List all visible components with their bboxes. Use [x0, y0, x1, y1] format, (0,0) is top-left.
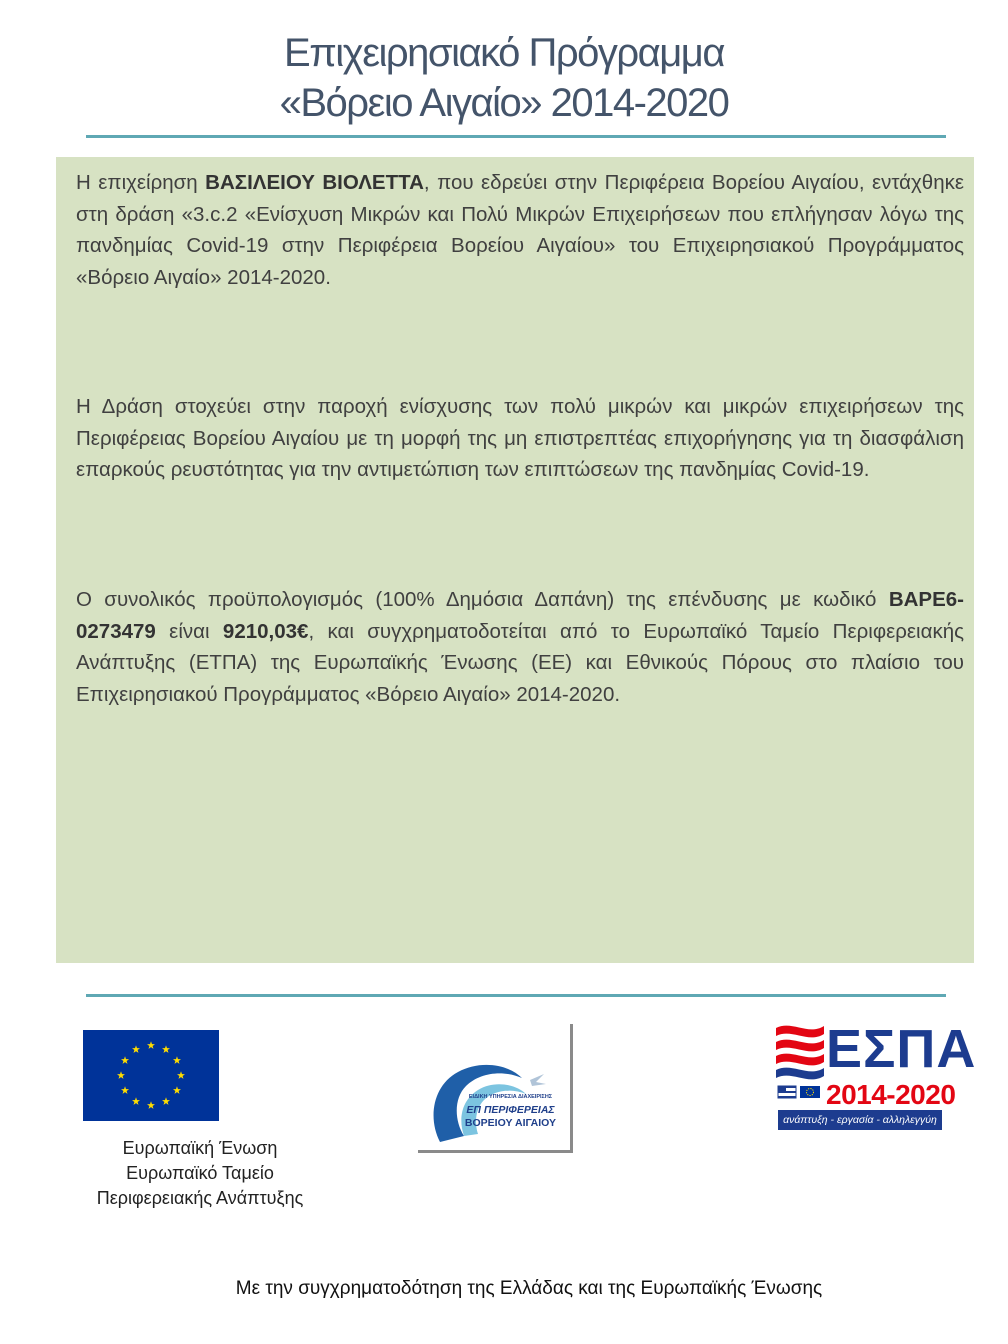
project-code: ΒΑΡΕ6-0273479 — [76, 588, 964, 643]
eu-caption — [50, 1136, 350, 1211]
eu-star-icon — [177, 1071, 185, 1079]
region-logo — [418, 1024, 573, 1153]
p3-text-end: , και συγχρηματοδοτείται από το Ευρωπαϊκό Ταμείο Περιφερειακής Ανάπτυξης (ΕΤΠΑ) της Ευρωπαϊκής Ένωσης (ΕΕ) και Εθνικούς Πόρους στο πλαίσιο του Επιχειρησιακού Προγράμματος «Βόρειο Αιγαίο» 2014-2020. — [76, 619, 964, 706]
eu-caption-line-1: Ευρωπαϊκή Ένωση — [122, 1138, 278, 1158]
content-panel — [56, 157, 974, 963]
eu-star-icon — [132, 1045, 140, 1053]
eu-star-icon — [117, 1071, 125, 1079]
title-line-1: Επιχειρησιακό Πρόγραμμα — [284, 31, 724, 75]
espa-years: 2014-2020 — [826, 1079, 956, 1110]
budget-amount: 9210,03€ — [222, 619, 309, 643]
eu-star-icon — [147, 1041, 155, 1049]
eu-stars — [83, 1030, 219, 1121]
eu-star-icon — [132, 1097, 140, 1105]
p3-text-mid: είναι — [155, 619, 223, 643]
footer-text: Με την συγχρηματοδότηση της Ελλάδας και της Ευρωπαϊκής Ένωσης — [235, 1278, 823, 1299]
top-divider — [86, 135, 946, 138]
region-line-1: ΕΠ ΠΕΡΙΦΕΡΕΙΑΣ — [466, 1104, 555, 1116]
eu-flag-icon — [83, 1030, 219, 1121]
company-name: ΒΑΣΙΛΕΙΟΥ ΒΙΟΛΕΤΤΑ — [205, 171, 424, 194]
page-title — [0, 28, 1008, 128]
region-line-2: ΒΟΡΕΙΟΥ ΑΙΓΑΙΟΥ — [464, 1117, 557, 1129]
eu-star-icon — [173, 1056, 181, 1064]
espa-wordmark: ΕΣΠΑ — [826, 1019, 977, 1079]
paragraph-1 — [76, 167, 964, 293]
p1-text-start: Η επιχείρηση — [76, 171, 206, 194]
wave-bird-icon — [418, 1024, 570, 1150]
paragraph-3 — [76, 584, 964, 710]
bottom-divider — [86, 994, 946, 997]
espa-tagline: ανάπτυξη - εργασία - αλληλεγγύη — [778, 1110, 942, 1130]
title-line-2: «Βόρειο Αιγαίο» 2014-2020 — [279, 81, 729, 125]
eu-caption-line-3: Περιφερειακής Ανάπτυξης — [96, 1188, 304, 1208]
eu-star-icon — [173, 1086, 181, 1094]
paragraph-2: Η Δράση στοχεύει στην παροχή ενίσχυσης των πολύ μικρών και μικρών επιχειρήσεων της Περιφέρειας Βορείου Αιγαίου με τη μορφή της μη επιστρεπτέας επιχορήγησης για τη διασφάλιση επαρκούς ρευστότητας για την αντιμετώπιση των επιπτώσεων της πανδημίας Covid-19. — [76, 395, 964, 481]
eu-star-icon — [162, 1045, 170, 1053]
eu-star-icon — [121, 1056, 129, 1064]
eu-caption-line-2: Ευρωπαϊκό Ταμείο — [126, 1163, 274, 1183]
eu-star-icon — [121, 1086, 129, 1094]
eu-star-icon — [162, 1097, 170, 1105]
espa-waves-icon — [772, 1018, 826, 1110]
eu-star-icon — [147, 1101, 155, 1109]
region-small-text: ΕΙΔΙΚΗ ΥΠΗΡΕΣΙΑ ΔΙΑΧΕΙΡΙΣΗΣ — [468, 1094, 553, 1100]
p1-text-end: , που εδρεύει στην Περιφέρεια Βορείου Αιγαίου, εντάχθηκε στη δράση «3.c.2 «Ενίσχυση Μικρών και Πολύ Μικρών Επιχειρήσεων που επλήγησαν λόγω της πανδημίας Covid-19 στην Περιφέρεια Βορείου Αιγαίου» του Επιχειρησιακού Προγράμματος «Βόρειο Αιγαίο» 2014-2020. — [76, 171, 964, 289]
espa-logo — [772, 1018, 977, 1134]
p3-text-start: Ο συνολικός προϋπολογισμός (100% Δημόσια Δαπάνη) της επένδυσης με κωδικό — [76, 588, 889, 611]
